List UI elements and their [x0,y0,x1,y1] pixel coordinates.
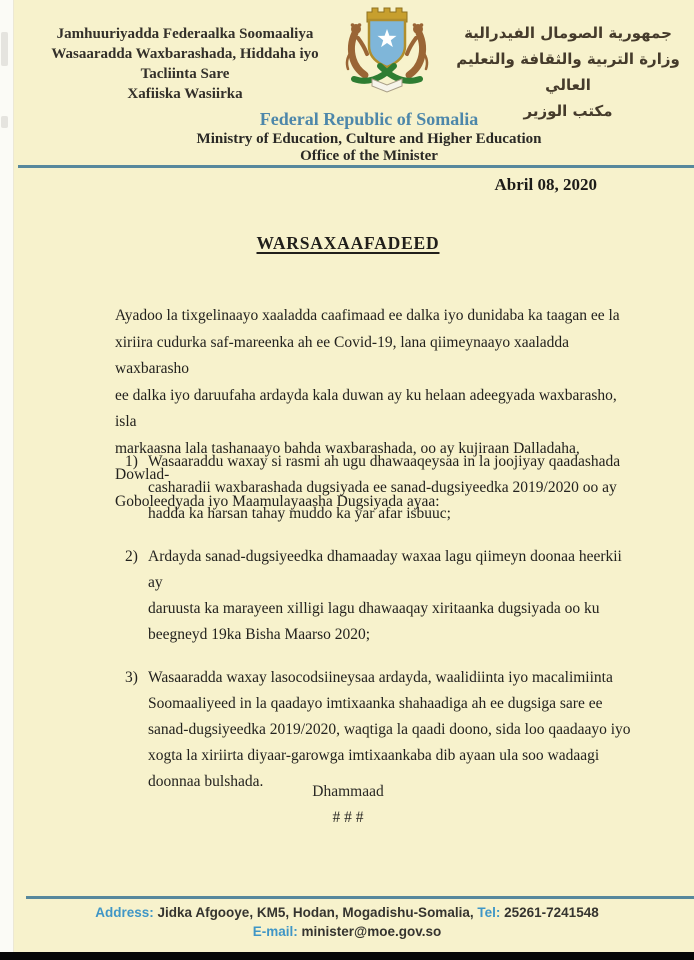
intro-line: ee dalka iyo daruufaha ardayda kala duwan ay ku helaan adeegyada waxbarasho, isla [115,386,617,430]
letterhead-arabic-line: وزارة التربية والثقافة والتعليم العالي [456,50,680,94]
list-item-number: 1) [125,453,138,470]
footer-email-line [0,923,694,941]
scan-left-margin [0,0,14,960]
email-value: minister@moe.gov.so [301,924,442,939]
tel-label: Tel: [477,905,501,920]
list-item-line: Wasaaradda waxay lasocodsiineysaa ardayda, waalidiinta iyo macalimiinta [148,669,613,686]
address-label: Address: [95,905,154,920]
ministry-title: Ministry of Education, Culture and Higher Education [196,131,542,147]
list-item-line: Soomaaliyeed in la qaadayo imtixaanka shahaadiga ah ee dugsiga sare ee [148,695,603,712]
letterhead-somali-line: Wasaaradda Waxbarashada, Hiddaha iyo [51,46,319,62]
list-item [125,449,631,527]
header-divider-rule [18,165,694,168]
list-item [125,544,631,648]
intro-line: Ayadoo la tixgelinaayo xaaladda caafimaad ee dalka iyo dunidaba ka taagan ee la [115,307,620,324]
letterhead-somali-line: Jamhuuriyadda Federaalka Soomaaliya [56,26,314,42]
letterhead-english [44,107,694,165]
letterhead-somali-line: Tacliinta Sare [140,66,230,82]
closing-block [115,779,581,831]
email-label: E-mail: [252,924,298,939]
list-item-line: beegneyd 19ka Bisha Maarso 2020; [148,626,371,643]
coat-of-arms-icon [334,6,440,104]
tel-value: 25261-7241548 [504,905,599,920]
office-title: Office of the Minister [300,148,438,164]
list-item-line: xogta la xiriirta diyaar-garowga imtixaankaba dib ayaan ula soo wadaagi [148,747,600,764]
list-item-number: 2) [125,548,138,565]
scan-artifact [1,32,8,66]
address-value: Jidka Afgooye, KM5, Hodan, Mogadishu-Somalia, [157,905,474,920]
letterhead-arabic-line: مكتب الوزير [523,102,613,120]
closing-word: Dhammaad [312,783,384,800]
scan-bottom-edge [0,952,694,960]
announcement-list [125,449,631,812]
footer-address-line [0,904,694,922]
letterhead-somali-line: Xafiiska Wasiirka [127,86,243,102]
intro-line: markaasna lala tashanaayo bahda waxbarashada, oo ay kujiraan Dalladaha, Dowlad- [115,439,580,483]
list-item-line: hadda ka harsan tahay muddo ka yar afar isbuuc; [148,505,451,522]
country-title: Federal Republic of Somalia [259,109,479,129]
intro-line: Goboleedyada iyo Maamulayaasha Dugsiyada ayaa: [115,492,440,510]
document-date: Abril 08, 2020 [494,175,597,194]
footer-divider-rule [26,896,694,899]
end-marks: # # # [332,809,364,826]
scan-artifact [1,116,8,128]
letterhead-somali [30,24,340,104]
list-item-number: 3) [125,669,138,686]
list-item-line: Ardayda sanad-dugsiyeedka dhamaaday waxaa lagu qiimeyn doonaa heerkii ay [148,548,622,591]
press-release-title: WARSAXAAFADEED [256,233,440,253]
intro-line: xiriira cudurka saf-mareenka ah ee Covid-19, lana qiimeynaayo xaaladda waxbarasho [115,333,570,377]
list-item [125,665,631,795]
list-item-line: Wasaaraddu waxay si rasmi ah ugu dhawaaqeysaa in la joojiyay qaadashada [148,453,621,470]
letterhead-arabic-line: جمهورية الصومال الفيدرالية [464,24,672,42]
list-item-line: doonnaa bulshada. [148,773,264,790]
list-item-line: sanad-dugsiyeedka 2019/2020, waqtiga la qaadi doono, sida loo qaadaayo iyo [148,721,631,738]
list-item-line: daruusta ka marayeen xilligi lagu dhawaaqay xiritaanka dugsiyada oo ku [148,600,600,617]
list-item-line: casharadii waxbarashada dugsiyada ee sanad-dugsiyeedka 2019/2020 oo ay [148,479,617,496]
